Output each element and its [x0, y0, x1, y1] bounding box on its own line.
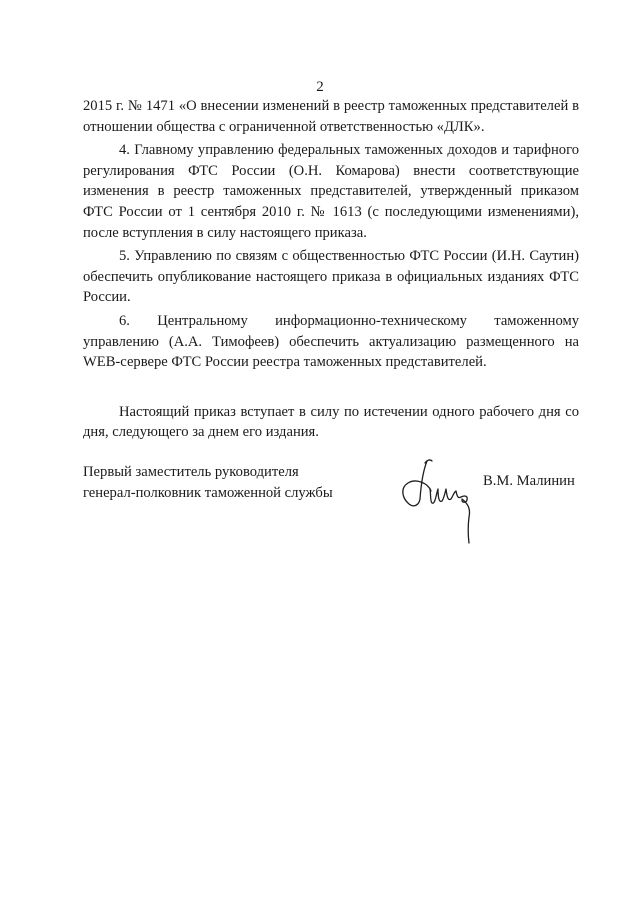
signatory-position-line-2: генерал-полковник таможенной службы — [83, 484, 333, 501]
paragraph-continuation: 2015 г. № 1471 «О внесении изменений в реестр таможенных представителей в отношении общества с ограниченной ответственностью «ДЛК». — [83, 98, 579, 135]
signatory-position — [83, 462, 333, 503]
paragraph-item-4: 4. Главному управлению федеральных таможенных доходов и тарифного регулирования ФТС России (О.Н. Комарова) внести соответствующие изменения в реестр таможенных представителей, утвержденный приказом ФТС России от 1 сентября 2010 г. № 1613 (с последующими изменениями), после вступления в силу настоящего приказа. — [83, 142, 579, 241]
handwritten-signature — [392, 455, 482, 547]
signatory-position-line-1: Первый заместитель руководителя — [83, 464, 299, 480]
paragraph-effective-date: Настоящий приказ вступает в силу по истечении одного рабочего дня со дня, следующего за днем его издания. — [83, 403, 579, 441]
paragraph-item-6: 6. Центральному информационно-техническому таможенному управлению (А.А. Тимофеев) обеспечить актуализацию размещенного на WEB-сервере ФТС России реестра таможенных представителей. — [83, 312, 579, 371]
paragraph-item-5: 5. Управлению по связям с общественностью ФТС России (И.Н. Саутин) обеспечить опубликование настоящего приказа в официальных изданиях ФТС России. — [83, 248, 579, 306]
page-number: 2 — [316, 79, 324, 95]
document-body — [83, 96, 579, 446]
signatory-name: В.М. Малинин — [483, 473, 575, 489]
